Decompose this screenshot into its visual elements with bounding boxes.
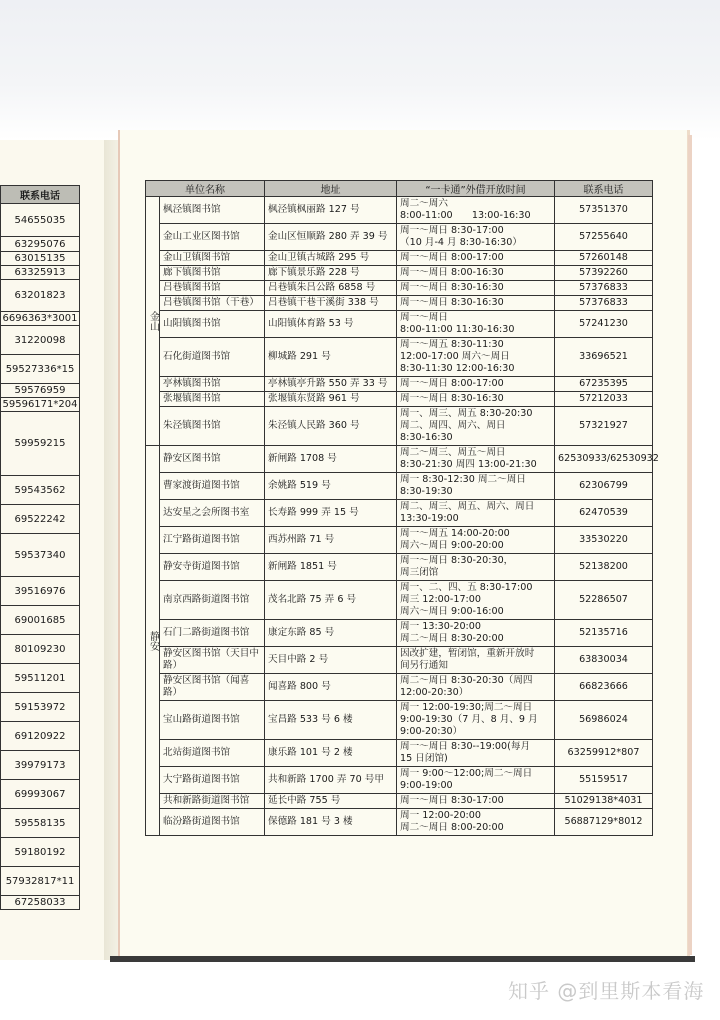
library-address: 西苏州路 71 号 bbox=[265, 527, 397, 554]
library-name: 山阳镇图书馆 bbox=[160, 311, 265, 338]
library-table bbox=[145, 180, 659, 836]
hours-line: 8:00-11:00 13:00-16:30 bbox=[400, 210, 531, 221]
hours-line: 周一～周日 8:30-20:30， bbox=[400, 555, 514, 566]
left-phone-cell: 59180192 bbox=[1, 838, 80, 867]
header-phone: 联系电话 bbox=[555, 181, 653, 197]
library-name: 江宁路街道图书馆 bbox=[160, 527, 265, 554]
library-address: 廊下镇景乐路 228 号 bbox=[265, 266, 397, 281]
hours-line: 周一 12:00-19:30;周二～周日 bbox=[400, 702, 533, 713]
library-address: 茂名北路 75 弄 6 号 bbox=[265, 581, 397, 620]
library-name: 石门二路街道图书馆 bbox=[160, 620, 265, 647]
hours-line: （10 月-4 月 8:30-16:30） bbox=[400, 237, 522, 248]
library-name: 石化街道图书馆 bbox=[160, 338, 265, 377]
hours-line: 8:30-11:30 12:00-16:30 bbox=[400, 363, 515, 374]
left-phone-cell: 67258033 bbox=[1, 896, 80, 910]
library-address: 金山卫镇古城路 295 号 bbox=[265, 251, 397, 266]
library-phone: 33696521 bbox=[555, 338, 653, 377]
hours-line: 8:30-16:30 bbox=[400, 432, 453, 443]
hours-line: 周一、二、四、五 8:30-17:00 bbox=[400, 582, 533, 593]
library-hours bbox=[397, 581, 555, 620]
library-name: 廊下镇图书馆 bbox=[160, 266, 265, 281]
table-row bbox=[146, 554, 653, 581]
library-phone: 51029138*4031 bbox=[555, 794, 653, 809]
hours-line: 9:00-19:30（7 月、8 月、9 月 bbox=[400, 714, 538, 725]
table-row bbox=[146, 251, 653, 266]
table-row bbox=[146, 527, 653, 554]
hours-line: 周二、周四、周六、周日 bbox=[400, 420, 506, 431]
table-row bbox=[146, 794, 653, 809]
table-header-row bbox=[146, 181, 653, 197]
library-hours bbox=[397, 473, 555, 500]
library-address: 吕巷镇干巷干溪街 338 号 bbox=[265, 296, 397, 311]
hours-line: 间另行通知 bbox=[400, 660, 448, 671]
library-hours bbox=[397, 377, 555, 392]
library-hours bbox=[397, 251, 555, 266]
left-phone-cell: 59558135 bbox=[1, 809, 80, 838]
left-page-phone-column bbox=[0, 185, 80, 910]
hours-line: 8:30-21:30 周四 13:00-21:30 bbox=[400, 459, 537, 470]
library-phone: 57241230 bbox=[555, 311, 653, 338]
hours-line: 周二～周日 8:30-20:00 bbox=[400, 633, 504, 644]
hours-line: 8:30-19:30 bbox=[400, 486, 453, 497]
library-name: 曹家渡街道图书馆 bbox=[160, 473, 265, 500]
hours-line: 9:00-19:00 bbox=[400, 780, 453, 791]
library-address: 朱泾镇人民路 360 号 bbox=[265, 407, 397, 446]
left-phone-cell: 69522242 bbox=[1, 505, 80, 534]
hours-line: 13:30-19:00 bbox=[400, 513, 459, 524]
library-name: 达安星之会所图书室 bbox=[160, 500, 265, 527]
hours-line: 周一～周日 bbox=[400, 312, 448, 323]
library-hours bbox=[397, 701, 555, 740]
library-phone: 55159517 bbox=[555, 767, 653, 794]
hours-line: 周一～周日 8:00-17:00 bbox=[400, 378, 504, 389]
library-name: 吕巷镇图书馆 bbox=[160, 281, 265, 296]
library-address: 新闸路 1708 号 bbox=[265, 446, 397, 473]
left-phone-cell: 63325913 bbox=[1, 266, 80, 280]
district-label: 静安 bbox=[146, 446, 160, 836]
table-row bbox=[146, 809, 653, 836]
table-row bbox=[146, 224, 653, 251]
table-row bbox=[146, 740, 653, 767]
library-hours bbox=[397, 809, 555, 836]
library-phone: 57376833 bbox=[555, 281, 653, 296]
library-name: 枫泾镇图书馆 bbox=[160, 197, 265, 224]
library-phone: 57392260 bbox=[555, 266, 653, 281]
hours-line: 周一～周日 8:30--19:00(每月 bbox=[400, 741, 531, 752]
left-phone-cell: 63015135 bbox=[1, 252, 80, 266]
table-row bbox=[146, 377, 653, 392]
hours-line: 周三 12:00-17:00 bbox=[400, 594, 481, 605]
hours-line: 周二～周日 8:00-20:00 bbox=[400, 822, 504, 833]
hours-line: 周一 13:30-20:00 bbox=[400, 621, 481, 632]
library-phone: 52135716 bbox=[555, 620, 653, 647]
library-phone: 57260148 bbox=[555, 251, 653, 266]
library-hours bbox=[397, 767, 555, 794]
left-phone-cell: 6696363*3001 bbox=[2, 313, 78, 324]
left-phone-cell: 31220098 bbox=[1, 326, 80, 355]
hours-line: 周二～周六 bbox=[400, 198, 448, 209]
library-hours bbox=[397, 446, 555, 473]
header-unit-name: 单位名称 bbox=[146, 181, 265, 197]
library-address: 新闸路 1851 号 bbox=[265, 554, 397, 581]
library-hours bbox=[397, 197, 555, 224]
library-name: 南京西路街道图书馆 bbox=[160, 581, 265, 620]
header-hours: “一卡通”外借开放时间 bbox=[397, 181, 555, 197]
left-phone-cell: 59527336*15 bbox=[1, 355, 80, 384]
left-phone-cell: 59537340 bbox=[1, 534, 80, 577]
left-phone-cell: 39979173 bbox=[1, 751, 80, 780]
library-name: 宝山路街道图书馆 bbox=[160, 701, 265, 740]
library-phone: 67235395 bbox=[555, 377, 653, 392]
hours-line: 周一～周日 8:30-16:30 bbox=[400, 393, 504, 404]
library-phone: 56887129*8012 bbox=[555, 809, 653, 836]
table-row bbox=[146, 311, 653, 338]
library-name: 金山工业区图书馆 bbox=[160, 224, 265, 251]
watermark: 知乎 @到里斯本看海 bbox=[508, 979, 705, 1003]
table-row bbox=[146, 266, 653, 281]
library-address: 共和新路 1700 弄 70 号甲 bbox=[265, 767, 397, 794]
library-hours bbox=[397, 392, 555, 407]
table-row bbox=[146, 197, 653, 224]
hours-line: 周一～周日 8:30-17:00 bbox=[400, 225, 504, 236]
library-address: 康定东路 85 号 bbox=[265, 620, 397, 647]
library-address: 康乐路 101 号 2 楼 bbox=[265, 740, 397, 767]
table-row bbox=[146, 581, 653, 620]
library-phone: 57255640 bbox=[555, 224, 653, 251]
library-phone: 52286507 bbox=[555, 581, 653, 620]
library-hours bbox=[397, 338, 555, 377]
library-hours bbox=[397, 266, 555, 281]
library-hours bbox=[397, 554, 555, 581]
library-address: 闻喜路 800 号 bbox=[265, 674, 397, 701]
left-phone-cell: 59959215 bbox=[1, 412, 80, 476]
library-name: 吕巷镇图书馆（干巷） bbox=[160, 296, 265, 311]
library-phone: 33530220 bbox=[555, 527, 653, 554]
table-row bbox=[146, 674, 653, 701]
scan-background bbox=[0, 0, 720, 140]
left-phone-cell: 39516976 bbox=[1, 577, 80, 606]
hours-line: 周三闭馆 bbox=[400, 567, 439, 578]
library-name: 金山卫镇图书馆 bbox=[160, 251, 265, 266]
table-row bbox=[146, 281, 653, 296]
hours-line: 8:00-11:00 11:30-16:30 bbox=[400, 324, 515, 335]
district-label: 金山 bbox=[146, 197, 160, 446]
hours-line: 周一～周五 14:00-20:00 bbox=[400, 528, 510, 539]
hours-line: 周一 12:00-20:00 bbox=[400, 810, 481, 821]
table-row bbox=[146, 338, 653, 377]
hours-line: 周二～周日 8:30-20:30（周四 bbox=[400, 675, 533, 686]
library-hours bbox=[397, 620, 555, 647]
table-row bbox=[146, 473, 653, 500]
hours-line: 周一～周日 8:30-17:00 bbox=[400, 795, 504, 806]
library-phone: 63830034 bbox=[555, 647, 653, 674]
library-phone: 57321927 bbox=[555, 407, 653, 446]
library-name: 共和新路街道图书馆 bbox=[160, 794, 265, 809]
library-address: 枫泾镇枫丽路 127 号 bbox=[265, 197, 397, 224]
hours-line: 周一、周三、周五 8:30-20:30 bbox=[400, 408, 533, 419]
left-phone-cell: 59596171*204 bbox=[2, 399, 78, 410]
hours-line: 周一～周日 8:30-16:30 bbox=[400, 297, 504, 308]
library-name: 亭林镇图书馆 bbox=[160, 377, 265, 392]
library-name: 朱泾镇图书馆 bbox=[160, 407, 265, 446]
hours-line: 周二～周三、周五～周日 bbox=[400, 447, 506, 458]
hours-line: 周六～周日 9:00-16:00 bbox=[400, 606, 504, 617]
library-hours bbox=[397, 500, 555, 527]
hours-line: 12:00-20:30） bbox=[400, 687, 469, 698]
library-hours bbox=[397, 281, 555, 296]
library-hours bbox=[397, 311, 555, 338]
left-phone-cell: 63201823 bbox=[1, 280, 80, 312]
library-phone: 57351370 bbox=[555, 197, 653, 224]
library-phone: 63259912*807 bbox=[555, 740, 653, 767]
hours-line: 周一～周日 8:30-16:30 bbox=[400, 282, 504, 293]
left-phone-cell: 63295076 bbox=[1, 237, 80, 252]
hours-line: 因改扩建，暂闭馆，重新开放时 bbox=[400, 648, 535, 659]
left-phone-cell: 59543562 bbox=[1, 476, 80, 505]
left-phone-cell: 69001685 bbox=[1, 606, 80, 635]
library-name: 临汾路街道图书馆 bbox=[160, 809, 265, 836]
library-hours bbox=[397, 647, 555, 674]
table-row bbox=[146, 296, 653, 311]
table-row bbox=[146, 392, 653, 407]
library-hours bbox=[397, 296, 555, 311]
library-hours bbox=[397, 674, 555, 701]
left-phone-cell: 54655035 bbox=[1, 204, 80, 237]
library-name: 张堰镇图书馆 bbox=[160, 392, 265, 407]
left-phone-cell: 59576959 bbox=[1, 384, 80, 398]
table-row bbox=[146, 701, 653, 740]
library-hours bbox=[397, 407, 555, 446]
library-address: 吕巷镇朱吕公路 6858 号 bbox=[265, 281, 397, 296]
library-name: 静安寺街道图书馆 bbox=[160, 554, 265, 581]
table-row bbox=[146, 647, 653, 674]
library-address: 延长中路 755 号 bbox=[265, 794, 397, 809]
left-phone-cell: 69120922 bbox=[1, 722, 80, 751]
library-address: 山阳镇体育路 53 号 bbox=[265, 311, 397, 338]
hours-line: 周六～周日 9:00-20:00 bbox=[400, 540, 504, 551]
hours-line: 15 日闭馆) bbox=[400, 753, 448, 764]
left-phone-cell: 59511201 bbox=[1, 664, 80, 693]
library-phone: 62306799 bbox=[555, 473, 653, 500]
table-row bbox=[146, 407, 653, 446]
library-phone: 66823666 bbox=[555, 674, 653, 701]
library-address: 余姚路 519 号 bbox=[265, 473, 397, 500]
library-hours bbox=[397, 794, 555, 809]
library-phone: 57376833 bbox=[555, 296, 653, 311]
left-phone-cell: 57932817*11 bbox=[1, 867, 80, 896]
left-phone-cell: 59153972 bbox=[1, 693, 80, 722]
page-edge bbox=[688, 135, 692, 955]
library-phone: 57212033 bbox=[555, 392, 653, 407]
hours-line: 周一～周日 8:00-17:00 bbox=[400, 252, 504, 263]
library-address: 长寿路 999 弄 15 号 bbox=[265, 500, 397, 527]
table-row bbox=[146, 767, 653, 794]
page-bottom-shadow bbox=[110, 956, 695, 962]
library-name: 大宁路街道图书馆 bbox=[160, 767, 265, 794]
table-row bbox=[146, 446, 653, 473]
library-hours bbox=[397, 224, 555, 251]
library-address: 张堰镇东贤路 961 号 bbox=[265, 392, 397, 407]
library-name: 静安区图书馆（闻喜路） bbox=[160, 674, 265, 701]
left-phone-header: 联系电话 bbox=[1, 186, 80, 204]
library-address: 天目中路 2 号 bbox=[265, 647, 397, 674]
library-phone: 52138200 bbox=[555, 554, 653, 581]
hours-line: 9:00-20:30） bbox=[400, 726, 463, 737]
library-name: 静安区图书馆 bbox=[160, 446, 265, 473]
library-phone: 62470539 bbox=[555, 500, 653, 527]
library-hours bbox=[397, 527, 555, 554]
hours-line: 周二、周三、周五、周六、周日 bbox=[400, 501, 535, 512]
library-name: 北站街道图书馆 bbox=[160, 740, 265, 767]
left-phone-cell: 80109230 bbox=[1, 635, 80, 664]
left-phone-cell: 69993067 bbox=[1, 780, 80, 809]
library-address: 保德路 181 号 3 楼 bbox=[265, 809, 397, 836]
library-hours bbox=[397, 740, 555, 767]
hours-line: 周一～周日 8:00-16:30 bbox=[400, 267, 504, 278]
table-row bbox=[146, 620, 653, 647]
hours-line: 12:00-17:00 周六～周日 bbox=[400, 351, 510, 362]
library-phone: 62530933/62530932 bbox=[555, 446, 653, 473]
header-address: 地址 bbox=[265, 181, 397, 197]
library-address: 亭林镇亭升路 550 弄 33 号 bbox=[265, 377, 397, 392]
table-row bbox=[146, 500, 653, 527]
hours-line: 周一 9:00～12:00;周二～周日 bbox=[400, 768, 533, 779]
library-name: 静安区图书馆（天目中路） bbox=[160, 647, 265, 674]
hours-line: 周一 8:30-12:30 周二～周日 bbox=[400, 474, 526, 485]
library-address: 宝昌路 533 号 6 楼 bbox=[265, 701, 397, 740]
hours-line: 周一～周五 8:30-11:30 bbox=[400, 339, 504, 350]
library-address: 柳城路 291 号 bbox=[265, 338, 397, 377]
library-phone: 56986024 bbox=[555, 701, 653, 740]
library-address: 金山区恒顺路 280 弄 39 号 bbox=[265, 224, 397, 251]
